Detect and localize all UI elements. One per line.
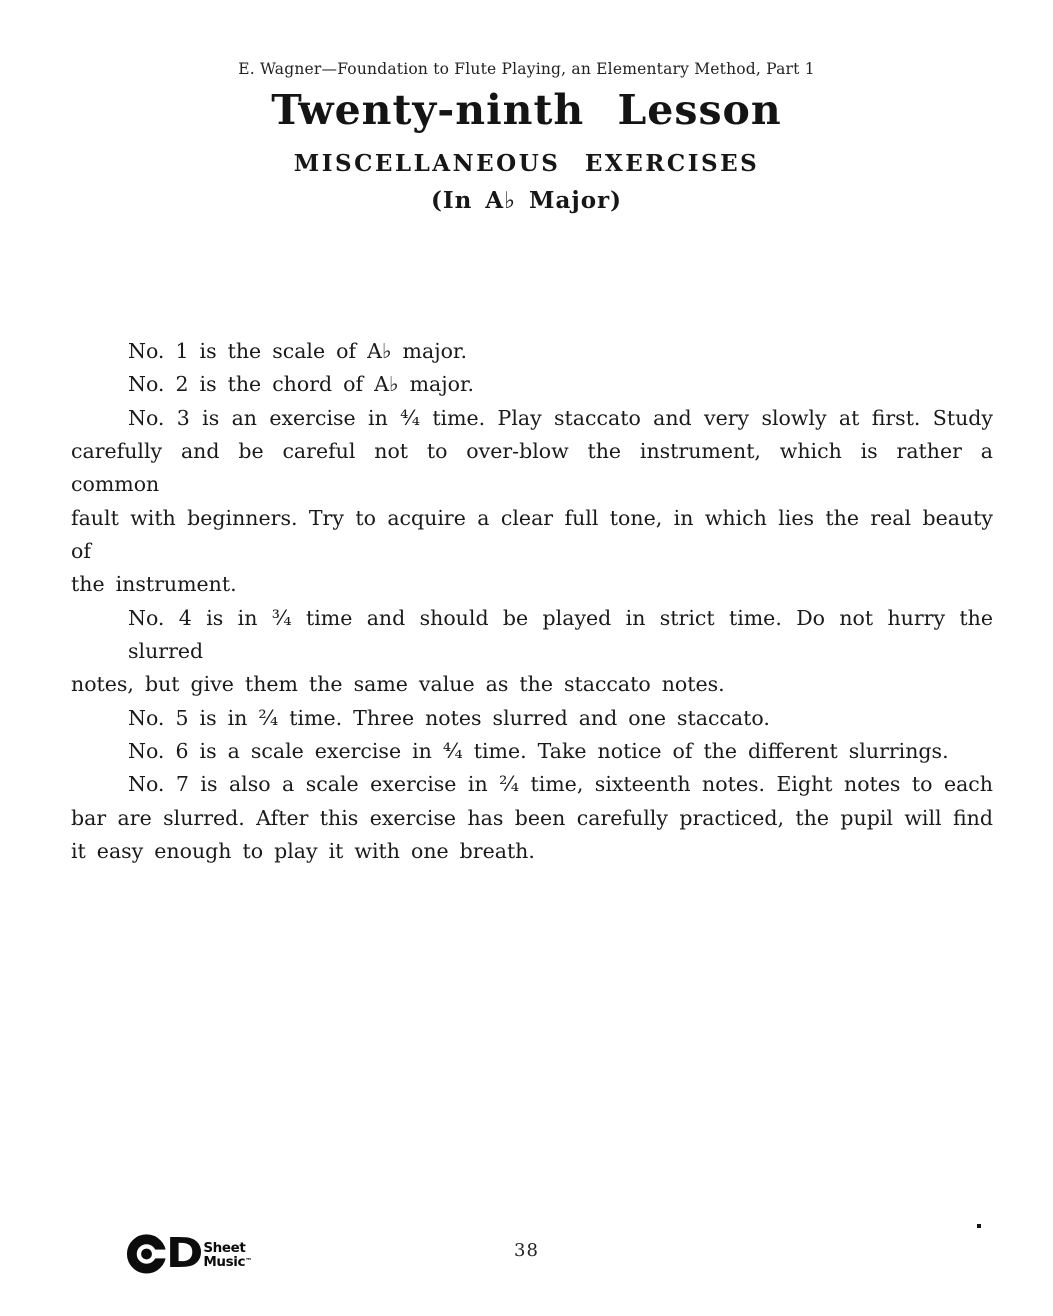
page-number: 38 [514, 1240, 539, 1261]
scan-speck [977, 1224, 981, 1228]
text-line: No. 1 is the scale of A♭ major. [128, 339, 467, 363]
logo-text-sheet: Sheet [203, 1240, 246, 1256]
trademark-symbol: ™ [245, 1256, 252, 1265]
key-signature-line: (In A♭ Major) [430, 187, 623, 214]
text-line: No. 5 is in ²⁄₄ time. Three notes slurred and one staccato. [128, 705, 770, 730]
logo-letter-d: D [166, 1228, 202, 1277]
text-line: No. 2 is the chord of A♭ major. [128, 372, 475, 397]
text-line: No. 6 is a scale exercise in ⁴⁄₄ time. Take notice of the different slurrings. [128, 739, 949, 764]
page-title: Twenty-ninth Lesson [271, 86, 782, 134]
text-line: bar are slurred. After this exercise has been carefully practiced, the pupil will find [71, 805, 993, 830]
text-line: fault with beginners. Try to acquire a clear full tone, in which lies the real beauty of [71, 505, 993, 564]
text-line: No. 7 is also a scale exercise in ²⁄₄ time, sixteenth notes. Eight notes to each [128, 772, 993, 797]
text-line: notes, but give them the same value as the staccato notes. [71, 672, 725, 697]
logo-text-music: Music [203, 1253, 246, 1270]
text-line: carefully and be careful not to over-blow the instrument, which is rather a common [71, 439, 993, 497]
body-text-block [71, 335, 993, 869]
text-line: No. 3 is an exercise in ⁴⁄₄ time. Play staccato and very slowly at first. Study [128, 405, 993, 430]
text-line: it easy enough to play it with one breath. [71, 839, 535, 864]
text-line: the instrument. [71, 572, 237, 597]
page-subtitle: MISCELLANEOUS EXERCISES [293, 150, 760, 177]
text-line: No. 4 is in ³⁄₄ time and should be played in strict time. Do not hurry the slurred [128, 605, 993, 664]
running-title: E. Wagner—Foundation to Flute Playing, an Elementary Method, Part 1 [238, 60, 815, 78]
